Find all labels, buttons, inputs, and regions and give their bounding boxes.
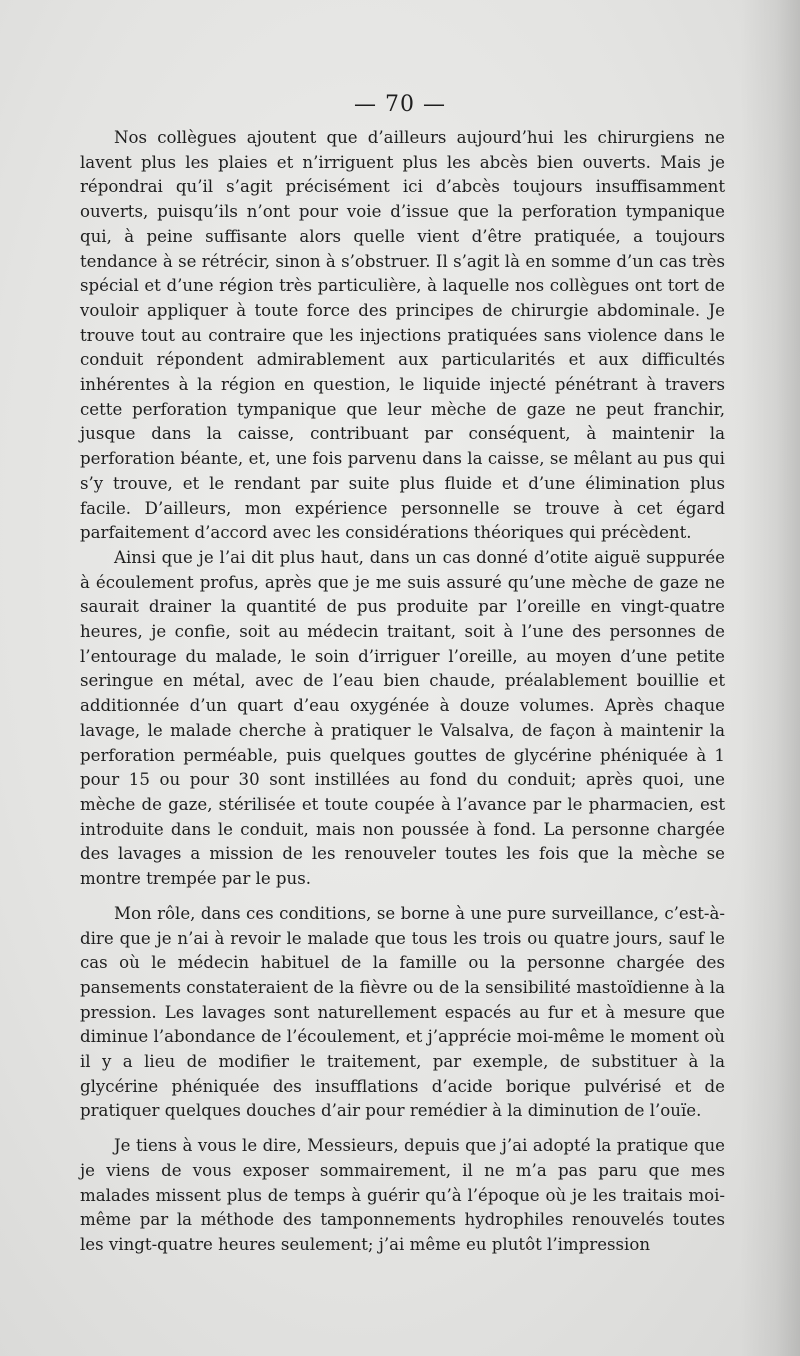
page-number: — 70 — xyxy=(354,92,446,117)
page-edge-shadow xyxy=(740,0,800,1356)
body-text xyxy=(80,126,725,1258)
paragraph-4: Je tiens à vous le dire, Messieurs, depuis que j’ai adopté la pratique que je viens de vous exposer sommairement, il ne m’a pas paru que mes malades missent plus de temps à guérir qu’à l’époque où je les traitais moi-même par la méthode des tamponnements hydrophiles renouvelés toutes les vingt-quatre heures seulement; j’ai même eu plutôt l’impression xyxy=(80,1136,725,1254)
paragraph-1: Nos collègues ajoutent que d’ailleurs aujourd’hui les chirurgiens ne lavent plus les plaies et n’irriguent plus les abcès bien ouverts. Mais je répondrai qu’il s’agit précisément ici d’abcès toujours insuffisamment ouverts, puisqu’ils n’ont pour voie d’issue que la perforation tympanique qui, à peine suffisante alors quelle vient d’être pratiquée, a toujours tendance à se rétrécir, sinon à s’obstruer. Il s’agit là en somme d’un cas très spécial et d’une région très particulière, à laquelle nos collègues ont tort de vouloir appliquer à toute force des principes de chirurgie abdominale. Je trouve tout au contraire que les injections pratiquées sans violence dans le conduit répondent admirablement aux particularités et aux difficultés inhérentes à la région en question, le liquide injecté pénétrant à travers cette perforation tympanique que leur mèche de gaze ne peut franchir, jusque dans la caisse, contribuant par conséquent, à maintenir la perforation béante, et, une fois parvenu dans la caisse, se mêlant au pus qui s’y trouve, et le rendant par suite plus fluide et d’une élimination plus facile. D’ailleurs, mon expérience personnelle se trouve à cet égard parfaitement d’accord avec les considérations théoriques qui précèdent. xyxy=(80,128,725,543)
paragraph-2: Ainsi que je l’ai dit plus haut, dans un cas donné d’otite aiguë suppurée à écoulement profus, après que je me suis assuré qu’une mèche de gaze ne saurait drainer la quantité de pus produite par l’oreille en vingt-quatre heures, je confie, soit au médecin traitant, soit à l’une des personnes de l’entourage du malade, le soin d’irriguer l’oreille, au moyen d’une petite seringue en métal, avec de l’eau bien chaude, préalablement bouillie et additionnée d’un quart d’eau oxygénée à douze volumes. Après chaque lavage, le malade cherche à pratiquer le Valsalva, de façon à maintenir la perforation perméable, puis quelques gouttes de glycérine phéniquée à 1 pour 15 ou pour 30 sont instillées au fond du conduit; après quoi, une mèche de gaze, stérilisée et toute coupée à l’avance par le pharmacien, est introduite dans le conduit, mais non poussée à fond. La personne chargée des lavages a mission de les renouveler toutes les fois que la mèche se montre trempée par le pus. xyxy=(80,547,725,889)
paragraph-3: Mon rôle, dans ces conditions, se borne à une pure surveillance, c’est-à-dire que je n’ai à revoir le malade que tous les trois ou quatre jours, sauf le cas où le médecin habituel de la famille ou la personne chargée des pansements constateraient de la fièvre ou de la sensibilité mastoïdienne à la pression. Les lavages sont naturellement espacés au fur et à mesure que diminue l’abondance de l’écoulement, et j’apprécie moi-même le moment où il y a lieu de modifier le traitement, par exemple, de substituer à la glycérine phéniquée des insufflations d’acide borique pulvérisé et de pratiquer quelques douches d’air pour remédier à la diminution de l’ouïe. xyxy=(80,903,725,1121)
